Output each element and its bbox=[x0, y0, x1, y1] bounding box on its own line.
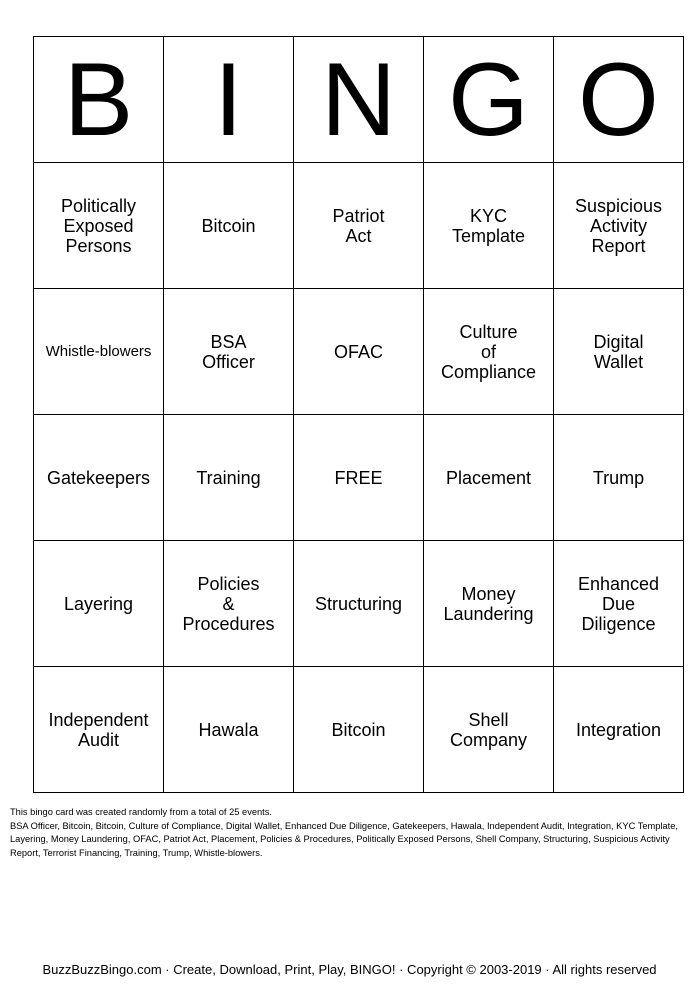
bingo-cell: Layering bbox=[34, 541, 164, 667]
bingo-cell: BSA Officer bbox=[164, 289, 294, 415]
bingo-row-4 bbox=[34, 541, 684, 667]
bingo-cell: Gatekeepers bbox=[34, 415, 164, 541]
bingo-cell: Independent Audit bbox=[34, 667, 164, 793]
bingo-cell: Suspicious Activity Report bbox=[554, 163, 684, 289]
footer-copyright: BuzzBuzzBingo.com · Create, Download, Print, Play, BINGO! · Copyright © 2003-2019 · All rights reserved bbox=[42, 962, 657, 977]
header-letter-n: N bbox=[294, 37, 424, 163]
bingo-cell: Culture of Compliance bbox=[424, 289, 554, 415]
bingo-row-2 bbox=[34, 289, 684, 415]
header-letter-i: I bbox=[164, 37, 294, 163]
bingo-cell: Shell Company bbox=[424, 667, 554, 793]
header-letter-b: B bbox=[34, 37, 164, 163]
bingo-cell: OFAC bbox=[294, 289, 424, 415]
created-note: This bingo card was created randomly from a total of 25 events. bbox=[10, 807, 272, 817]
events-list: BSA Officer, Bitcoin, Bitcoin, Culture of Compliance, Digital Wallet, Enhanced Due Diligence, Gatekeepers, Hawala, Independent Audit, Integration, KYC Template, Layering, Money Laundering, OFAC, Patriot Act, Placement, Policies & Procedures, Politically Exposed Persons, Shell Company, Structuring, Suspicious Activity Report, Terrorist Financing, Training, Trump, Whistle-blowers. bbox=[10, 820, 679, 858]
bingo-card bbox=[33, 36, 684, 793]
card-info bbox=[10, 806, 694, 860]
bingo-cell: Trump bbox=[554, 415, 684, 541]
bingo-cell: Whistle-blowers bbox=[34, 289, 164, 415]
bingo-cell: Bitcoin bbox=[294, 667, 424, 793]
bingo-cell: Placement bbox=[424, 415, 554, 541]
bingo-cell: Digital Wallet bbox=[554, 289, 684, 415]
bingo-cell: Politically Exposed Persons bbox=[34, 163, 164, 289]
header-letter-g: G bbox=[424, 37, 554, 163]
bingo-cell: Structuring bbox=[294, 541, 424, 667]
bingo-cell: Bitcoin bbox=[164, 163, 294, 289]
bingo-row-5 bbox=[34, 667, 684, 793]
bingo-header-row bbox=[34, 37, 684, 163]
bingo-cell: Training bbox=[164, 415, 294, 541]
bingo-cell: Enhanced Due Diligence bbox=[554, 541, 684, 667]
bingo-cell: Money Laundering bbox=[424, 541, 554, 667]
bingo-cell: Policies & Procedures bbox=[164, 541, 294, 667]
bingo-cell: Patriot Act bbox=[294, 163, 424, 289]
bingo-cell: Hawala bbox=[164, 667, 294, 793]
bingo-cell: KYC Template bbox=[424, 163, 554, 289]
free-space-cell: FREE bbox=[294, 415, 424, 541]
header-letter-o: O bbox=[554, 37, 684, 163]
bingo-cell: Integration bbox=[554, 667, 684, 793]
bingo-row-1 bbox=[34, 163, 684, 289]
bingo-row-3 bbox=[34, 415, 684, 541]
